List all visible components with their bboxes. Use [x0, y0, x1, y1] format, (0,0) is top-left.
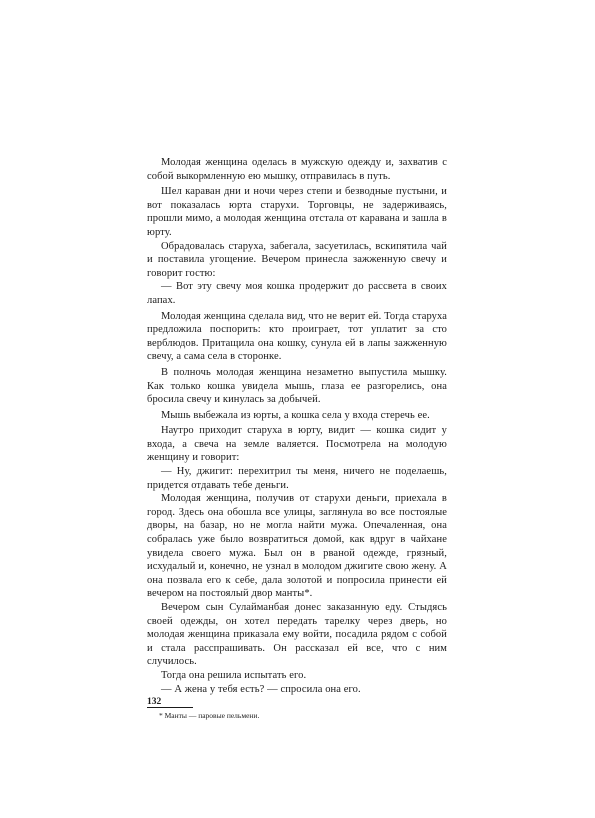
page-number: 132	[147, 697, 162, 707]
paragraph-1: Молодая женщина оделась в мужскую одежду и, захватив с собой выкормленную ею мышку, отправилась в путь.	[147, 157, 447, 182]
paragraph-7: Мышь выбежала из юрты, а кошка села у входа стеречь ее.	[161, 409, 430, 421]
page-body	[147, 156, 447, 721]
paragraph-9: — Ну, джигит: перехитрил ты меня, ничего не поделаешь, придется отдавать тебе деньги.	[147, 466, 447, 491]
paragraph-2: Шел караван дни и ночи через степи и безводные пустыни, и вот показалась юрта старухи. Торговцы, не задерживаясь, прошли мимо, а молодая женщина отстала от каравана и зашла в юрту.	[147, 186, 447, 238]
footnote: * Манты — паровые пельмени.	[159, 711, 260, 721]
paragraph-5: Молодая женщина сделала вид, что не верит ей. Тогда старуха предложила поспорить: кто проиграет, тот уплатит за сто верблюдов. Притащила она кошку, сунула ей в лапы зажженную свечу, а сама села в сторонке.	[147, 310, 447, 363]
paragraph-13: — А жена у тебя есть? — спросила она его.	[161, 683, 361, 695]
paragraph-8: Наутро приходит старуха в юрту, видит — кошка сидит у входа, а свеча на земле валяется. Посмотрела на молодую женщину и говорит:	[147, 425, 447, 464]
paragraph-6: В полночь молодая женщина незаметно выпустила мышку. Как только кошка увидела мышь, глаза ее разгорелись, она бросила свечу и кинулась за добычей.	[147, 366, 447, 406]
paragraph-11: Вечером сын Сулайманбая донес заказанную еду. Стыдясь своей одежды, он хотел передать тарелку через дверь, но молодая женщина приказала ему войти, посадила рядом с собой и стала расспрашивать. Он рассказал ей все, что с ним случилось.	[147, 602, 447, 668]
paragraph-12: Тогда она решила испытать его.	[161, 669, 307, 681]
paragraph-4: — Вот эту свечу моя кошка продержит до рассвета в своих лапах.	[147, 281, 447, 306]
footnote-divider	[147, 707, 193, 708]
paragraph-10: Молодая женщина, получив от старухи деньги, приехала в город. Здесь она обошла все улицы, заглянула во все постоялые дворы, на базар, но не могла найти мужа. Опечаленная, она собралась уже было возвратиться домой, как вдруг в чайхане увидела своего мужа. Был он в рваной одежде, грязный, исхудалый и, конечно, не узнал в молодом джигите свою жену. А она позвала его к себе, дала золотой и попросила принести ей вечером на постоялый двор манты*.	[147, 493, 447, 600]
paragraph-3: Обрадовалась старуха, забегала, засуетилась, вскипятила чай и поставила угощение. Вечером принесла зажженную свечу и говорит гостю:	[147, 240, 447, 279]
